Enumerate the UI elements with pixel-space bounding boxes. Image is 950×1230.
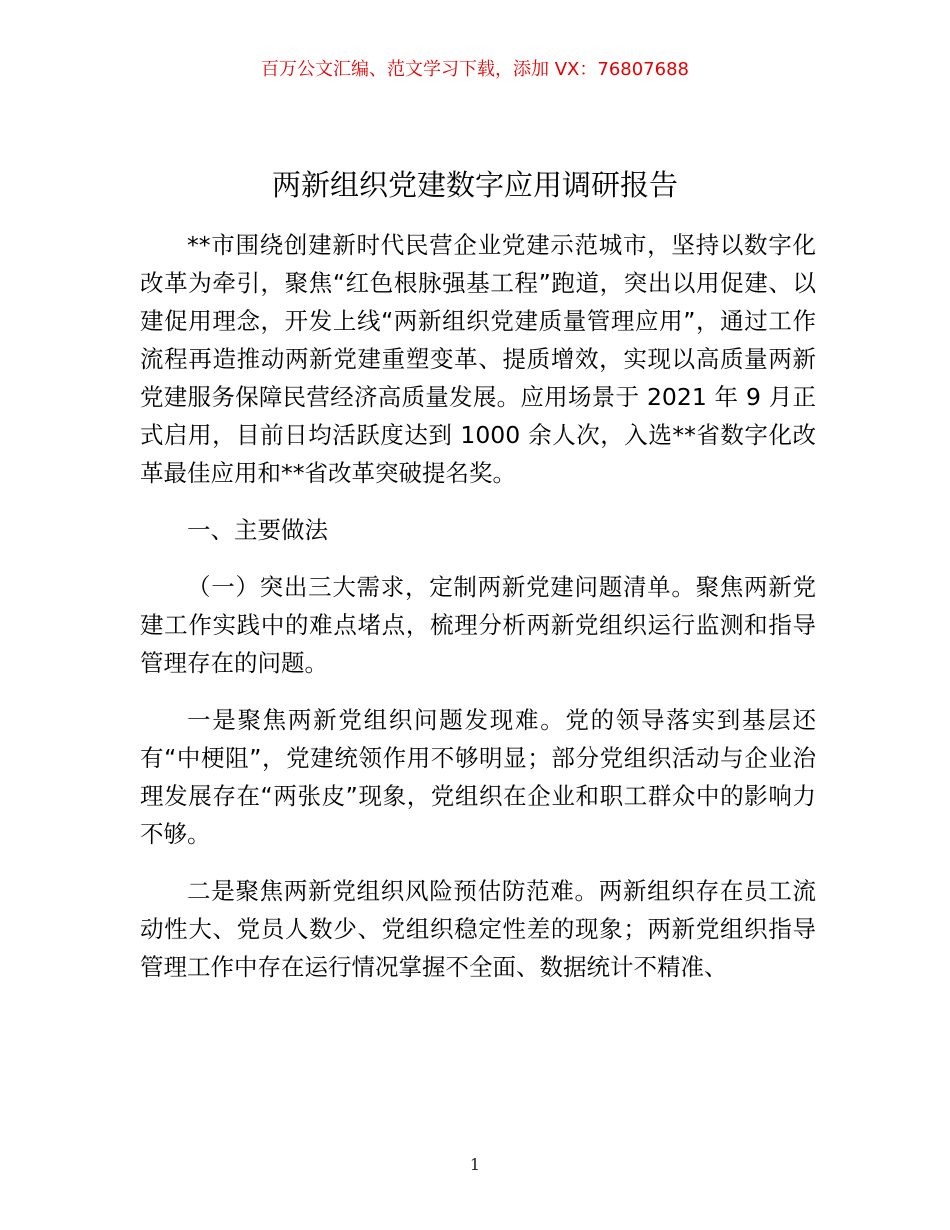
point-two-paragraph: 二是聚焦两新党组织风险预估防范难。两新组织存在员工流动性大、党员人数少、党组织稳定性差的现象；两新党组织指导管理工作中存在运行情况掌握不全面、数据统计不精准、 (140, 877, 816, 981)
document-title: 两新组织党建数字应用调研报告 (271, 168, 678, 202)
page-number: 1 (469, 1155, 481, 1174)
header-note: 百万公文汇编、范文学习下载，添加 VX：76807688 (261, 59, 689, 80)
intro-paragraph: **市围绕创建新时代民营企业党建示范城市，坚持以数字化改革为牵引，聚焦“红色根脉强基工程”跑道，突出以用促建、以建促用理念，开发上线“两新组织党建质量管理应用”，通过工作流程再造推动两新党建重塑变革、提质增效，实现以高质量两新党建服务保障民营经济高质量发展。应用场景于 2021 年 9 月正式启用，目前日均活跃度达到 1000 余人次，入选**省数字化改革最佳应用和**省改革突破提名奖。 (140, 231, 816, 487)
section-heading: 一、主要做法 (187, 516, 328, 544)
point-one-paragraph: 一是聚焦两新党组织问题发现难。党的领导落实到基层还有“中梗阻”，党建统领作用不够明显；部分党组织活动与企业治理发展存在“两张皮”现象，党组织在企业和职工群众中的影响力不够。 (140, 706, 816, 848)
document-body (140, 226, 816, 1005)
subsection-paragraph: （一）突出三大需求，定制两新党建问题清单。聚焦两新党建工作实践中的难点堵点，梳理分析两新党组织运行监测和指导管理存在的问题。 (140, 573, 816, 677)
